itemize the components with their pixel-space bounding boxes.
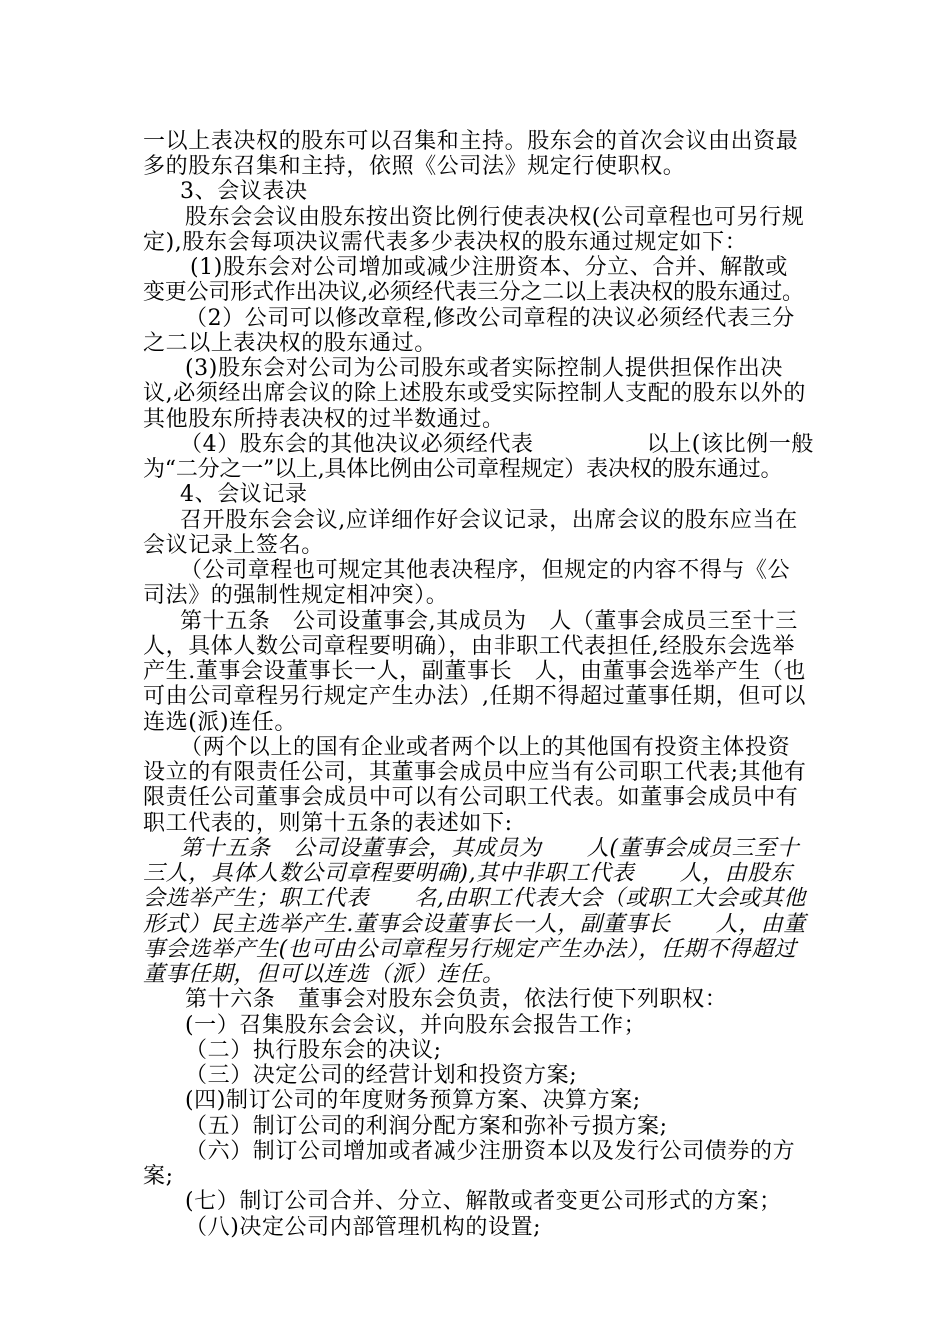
section-heading: 4、会议记录 <box>180 482 308 507</box>
paragraph-line: 职工代表的，则第十五条的表述如下: <box>143 811 513 836</box>
list-item: (四)制订公司的年度财务预算方案、决算方案; <box>185 1088 641 1113</box>
list-item: （三）决定公司的经营计划和投资方案; <box>185 1063 578 1088</box>
paragraph-line: 连选(派)连任。 <box>143 710 297 735</box>
paragraph-line: 司法》的强制性规定相冲突）。 <box>143 583 449 608</box>
list-item: (一）召集股东会会议，并向股东会报告工作； <box>185 1013 647 1038</box>
paragraph-line: 可由公司章程另行规定产生办法）,任期不得超过董事任期，但可以 <box>143 684 806 709</box>
paragraph-line: 产生.董事会设董事长一人，副董事长 人，由董事会选举产生（也 <box>143 659 806 684</box>
list-item: (七）制订公司合并、分立、解散或者变更公司形式的方案； <box>185 1189 782 1214</box>
italic-article-line: 三人，具体人数公司章程要明确),其中非职工代表 人，由股东 <box>143 861 793 886</box>
article-line: 第十六条 董事会对股东会负责，依法行使下列职权： <box>185 987 728 1012</box>
paragraph-line: (1)股东会对公司增加或减少注册资本、分立、合并、解散或 <box>190 255 788 280</box>
list-item: （八)决定公司内部管理机构的设置; <box>185 1215 542 1240</box>
paragraph-line: 之二以上表决权的股东通过。 <box>143 331 437 356</box>
italic-article-line: 事会选举产生(也可由公司章程另行规定产生办法），任期不得超过 <box>143 937 797 962</box>
paragraph-line: 限责任公司董事会成员中可以有公司职工代表。如董事会成员中有 <box>143 785 799 810</box>
paragraph-line: 设立的有限责任公司，其董事会成员中应当有公司职工代表;其他有 <box>143 760 807 785</box>
paragraph-line: 多的股东召集和主持，依照《公司法》规定行使职权。 <box>143 154 686 179</box>
italic-article-line: 形式）民主选举产生.董事会设董事长一人，副董事长 人，由董 <box>143 912 806 937</box>
paragraph-line: （4）股东会的其他决议必须经代表 以上(该比例一般 <box>180 432 814 457</box>
paragraph-line: 人，具体人数公司章程要明确），由非职工代表担任,经股东会选举 <box>143 634 795 659</box>
article-line: 第十五条 公司设董事会,其成员为 人（董事会成员三至十三 <box>180 609 798 634</box>
section-heading: 3、会议表决 <box>180 179 308 204</box>
list-item: （五）制订公司的利润分配方案和弥补亏损方案; <box>185 1114 668 1139</box>
paragraph-line: (3)股东会对公司为公司股东或者实际控制人提供担保作出决 <box>185 356 783 381</box>
list-item: （六）制订公司增加或者减少注册资本以及发行公司债券的方 <box>185 1139 796 1164</box>
italic-article-line: 会选举产生；职工代表 名,由职工代表大会（或职工大会或其他 <box>143 886 806 911</box>
italic-article-line: 第十五条 公司设董事会，其成员为 人(董事会成员三至十 <box>180 836 800 861</box>
italic-article-line: 董事任期，但可以连选（派）连任。 <box>143 962 505 987</box>
paragraph-line: 为“二分之一”以上,具体比例由公司章程规定）表决权的股东通过。 <box>143 457 783 482</box>
paragraph-line: 变更公司形式作出决议,必须经代表三分之二以上表决权的股东通过。 <box>143 280 804 305</box>
paragraph-line: 议,必须经出席会议的除上述股东或受实际控制人支配的股东以外的 <box>143 381 806 406</box>
paragraph-line: （2）公司可以修改章程,修改公司章程的决议必须经代表三分 <box>185 306 795 331</box>
paragraph-line: 其他股东所持表决权的过半数通过。 <box>143 407 505 432</box>
paragraph-line: （两个以上的国有企业或者两个以上的其他国有投资主体投资 <box>180 735 791 760</box>
paragraph-line: 股东会会议由股东按出资比例行使表决权(公司章程也可另行规 <box>185 205 805 230</box>
paragraph-line: （公司章程也可规定其他表决程序，但规定的内容不得与《公 <box>180 558 791 583</box>
paragraph-line: 会议记录上签名。 <box>143 533 324 558</box>
list-item: 案; <box>143 1164 174 1189</box>
paragraph-line: 定),股东会每项决议需代表多少表决权的股东通过规定如下： <box>143 230 748 255</box>
list-item: （二）执行股东会的决议; <box>185 1038 442 1063</box>
paragraph-line: 召开股东会会议,应详细作好会议记录，出席会议的股东应当在 <box>180 508 798 533</box>
paragraph-line: 一以上表决权的股东可以召集和主持。股东会的首次会议由出资最 <box>143 129 799 154</box>
